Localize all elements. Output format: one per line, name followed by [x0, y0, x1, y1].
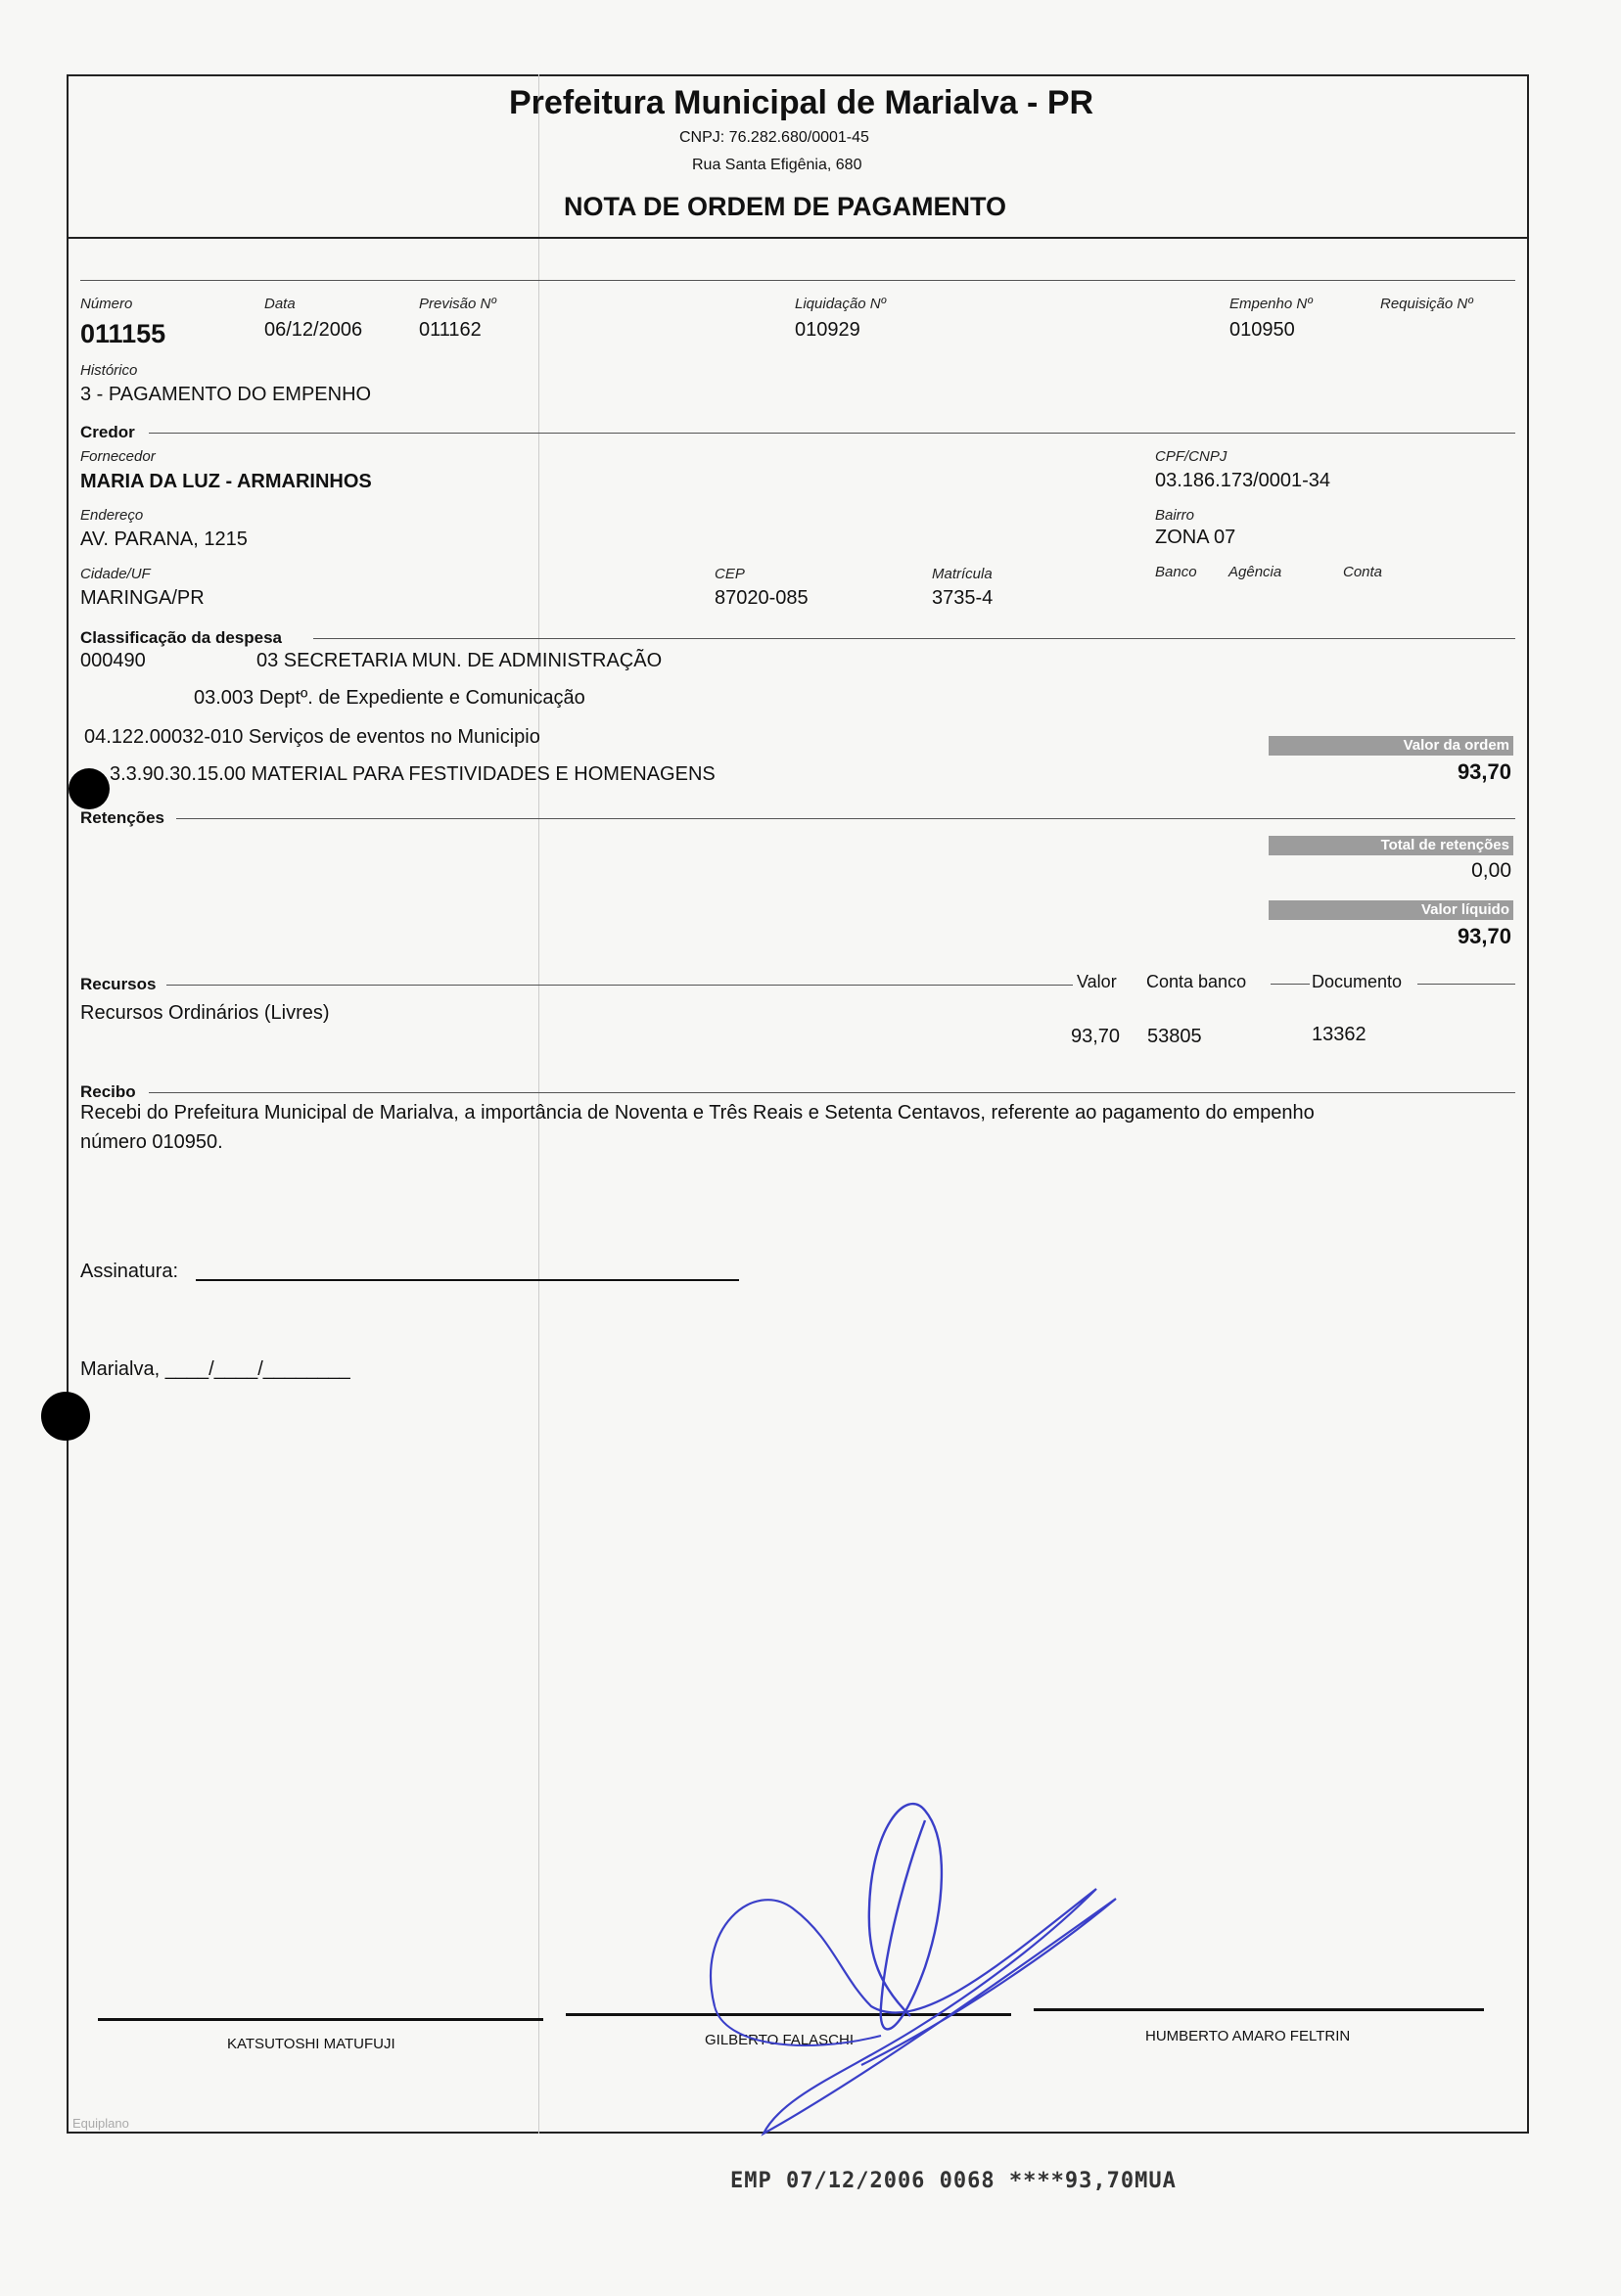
recursos-section: Recursos — [80, 975, 157, 993]
recursos-documento-label: Documento — [1312, 972, 1403, 991]
classificacao-rule — [313, 638, 1515, 639]
valor-liquido-label: Valor líquido — [1420, 901, 1509, 918]
cidade-label: Cidade/UF — [80, 566, 151, 582]
empenho-value: 010950 — [1229, 319, 1295, 341]
total-retencoes-header — [1269, 836, 1513, 855]
valor-liquido-value: 93,70 — [1457, 924, 1511, 948]
data-value: 06/12/2006 — [264, 319, 363, 341]
recibo-section: Recibo — [80, 1082, 136, 1101]
recursos-documento: 13362 — [1312, 1024, 1366, 1045]
liquidacao-label: Liquidação Nº — [795, 296, 887, 312]
classificacao-code: 000490 — [80, 650, 146, 671]
punch-hole-1 — [69, 768, 110, 809]
ids-top-rule — [80, 280, 1515, 281]
fornecedor-value: MARIA DA LUZ - ARMARINHOS — [80, 471, 372, 492]
retencoes-rule — [176, 818, 1515, 819]
liquidacao-value: 010929 — [795, 319, 860, 341]
numero-label: Número — [80, 296, 133, 312]
historico-label: Histórico — [80, 362, 138, 379]
recursos-valor-label: Valor — [1077, 972, 1117, 991]
recursos-conta: 53805 — [1147, 1026, 1202, 1047]
numero-value: 011155 — [80, 319, 166, 348]
signature-line-1 — [98, 2018, 543, 2021]
classificacao-section: Classificação da despesa — [80, 628, 283, 647]
valor-liquido-header — [1269, 900, 1513, 920]
cep-label: CEP — [715, 566, 745, 582]
assinatura-line[interactable] — [196, 1279, 739, 1281]
signature-name-2: GILBERTO FALASCHI — [705, 2032, 854, 2048]
punch-hole-2 — [41, 1392, 90, 1441]
cpf-value: 03.186.173/0001-34 — [1155, 470, 1331, 491]
recursos-rule-2 — [1271, 984, 1310, 985]
endereco-value: AV. PARANA, 1215 — [80, 528, 248, 550]
cidade-value: MARINGA/PR — [80, 587, 205, 609]
recursos-rule-3 — [1417, 984, 1515, 985]
endereco-label: Endereço — [80, 507, 144, 524]
cep-value: 87020-085 — [715, 587, 809, 609]
recursos-item: Recursos Ordinários (Livres) — [80, 1002, 330, 1024]
cpf-label: CPF/CNPJ — [1155, 448, 1227, 465]
recibo-rule — [149, 1092, 1515, 1093]
previsao-value: 011162 — [419, 319, 482, 341]
local-date: Marialva, ____/____/________ — [80, 1358, 350, 1380]
requisicao-label: Requisição Nº — [1380, 296, 1473, 312]
credor-rule — [149, 433, 1515, 434]
header-cnpj: CNPJ: 76.282.680/0001-45 — [679, 129, 869, 146]
recibo-line2: número 010950. — [80, 1131, 223, 1153]
recibo-line1: Recebi do Prefeitura Municipal de Marialva, a importância de Noventa e Três Reais e Setenta Centavos, referente ao pagamento do empenho — [80, 1102, 1315, 1124]
agencia-label: Agência — [1228, 564, 1282, 580]
valor-ordem-label: Valor da ordem — [1403, 737, 1509, 754]
fornecedor-label: Fornecedor — [80, 448, 156, 465]
matricula-value: 3735-4 — [932, 587, 994, 609]
total-retencoes-label: Total de retenções — [1380, 837, 1509, 853]
software-watermark: Equiplano — [72, 2116, 129, 2131]
payment-stamp: EMP 07/12/2006 0068 ****93,70MUA — [730, 2169, 1177, 2193]
previsao-label: Previsão Nº — [419, 296, 496, 312]
credor-section: Credor — [80, 423, 135, 441]
header-divider — [67, 237, 1529, 239]
recursos-conta-label: Conta banco — [1146, 972, 1247, 991]
document-title: NOTA DE ORDEM DE PAGAMENTO — [564, 192, 1007, 221]
valor-ordem-value: 93,70 — [1457, 759, 1511, 784]
signature-name-3: HUMBERTO AMARO FELTRIN — [1145, 2028, 1351, 2044]
handwritten-signature — [685, 1742, 1214, 2153]
data-label: Data — [264, 296, 296, 312]
signature-name-1: KATSUTOSHI MATUFUJI — [227, 2036, 395, 2052]
valor-ordem-header — [1269, 736, 1513, 756]
classificacao-line3: 04.122.00032-010 Serviços de eventos no Municipio — [84, 726, 540, 748]
retencoes-section: Retenções — [80, 808, 164, 827]
recursos-rule — [166, 985, 1073, 986]
total-retencoes-value: 0,00 — [1471, 859, 1511, 882]
page-title: Prefeitura Municipal de Marialva - PR — [509, 84, 1094, 121]
bairro-value: ZONA 07 — [1155, 527, 1236, 548]
classificacao-line2: 03.003 Deptº. de Expediente e Comunicação — [194, 687, 585, 709]
banco-label: Banco — [1155, 564, 1197, 580]
empenho-label: Empenho Nº — [1229, 296, 1313, 312]
assinatura-label: Assinatura: — [80, 1261, 179, 1282]
bairro-label: Bairro — [1155, 507, 1195, 524]
classificacao-line1: 03 SECRETARIA MUN. DE ADMINISTRAÇÃO — [256, 650, 663, 671]
matricula-label: Matrícula — [932, 566, 993, 582]
classificacao-line4: 3.3.90.30.15.00 MATERIAL PARA FESTIVIDADES E HOMENAGENS — [110, 763, 716, 785]
header-address: Rua Santa Efigênia, 680 — [692, 157, 862, 173]
historico-value: 3 - PAGAMENTO DO EMPENHO — [80, 384, 372, 405]
recursos-valor: 93,70 — [1071, 1026, 1121, 1047]
conta-label: Conta — [1343, 564, 1383, 580]
